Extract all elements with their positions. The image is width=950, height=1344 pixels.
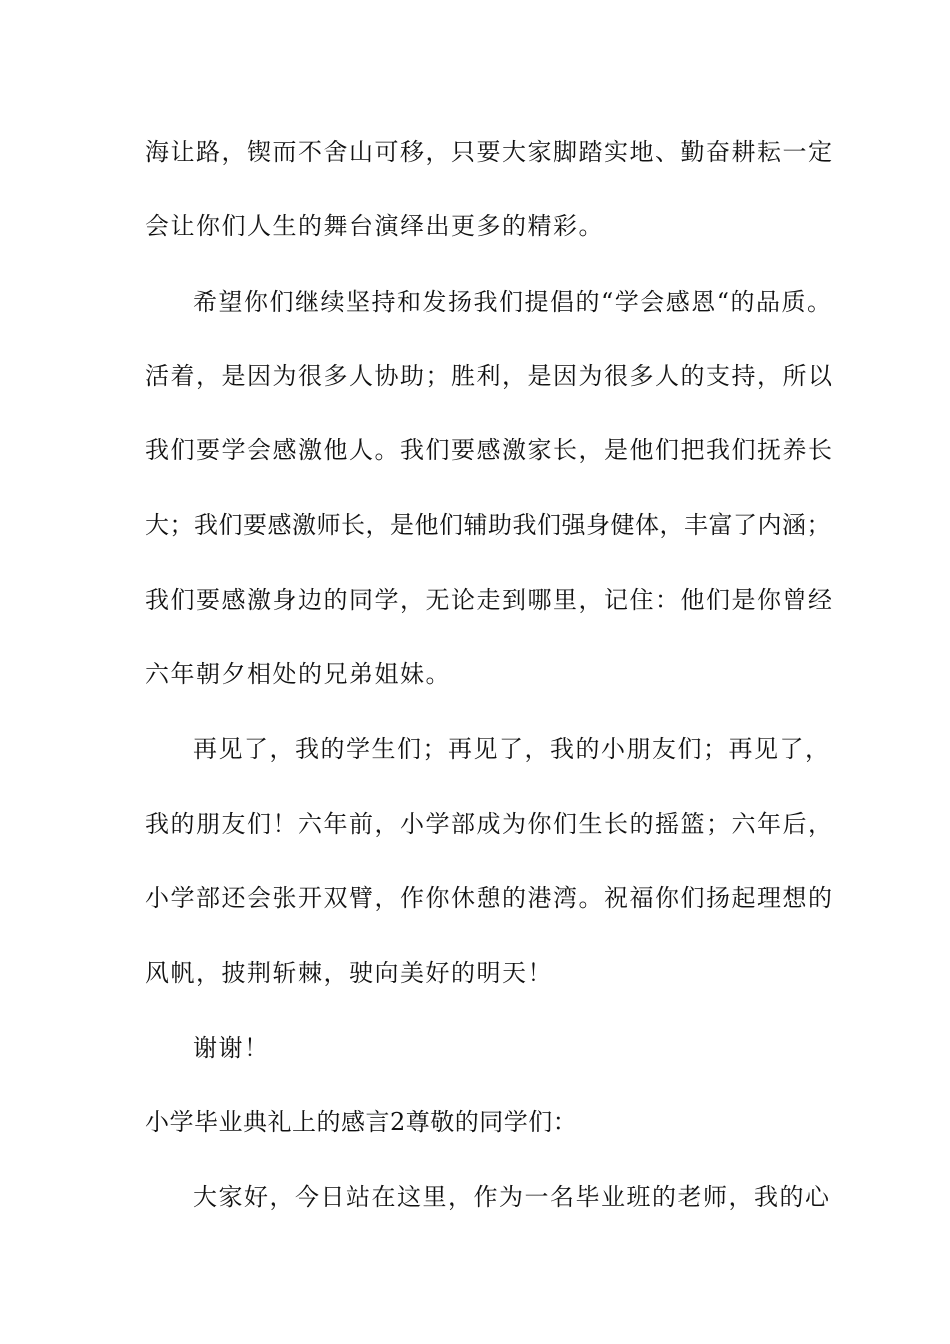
paragraph-line: 大家好，今日站在这里，作为一名毕业班的老师，我的心 <box>193 1183 831 1211</box>
paragraph-line: 会让你们人生的舞台演绎出更多的精彩。 <box>145 212 604 240</box>
paragraph-line: 谢谢！ <box>193 1034 270 1062</box>
paragraph-line: 我们要感激身边的同学，无论走到哪里，记住：他们是你曾经 <box>145 586 834 614</box>
section-heading: 小学毕业典礼上的感言2尊敬的同学们： <box>145 1108 578 1136</box>
paragraph-line: 小学部还会张开双臂，作你休憩的港湾。祝福你们扬起理想的 <box>145 884 834 912</box>
paragraph-line: 我们要学会感激他人。我们要感激家长，是他们把我们抚养长 <box>145 436 834 464</box>
paragraph-line: 希望你们继续坚持和发扬我们提倡的“学会感恩“的品质。 <box>193 288 833 316</box>
paragraph-line: 六年朝夕相处的兄弟姐妹。 <box>145 660 451 688</box>
paragraph-line: 风帆，披荆斩棘，驶向美好的明天！ <box>145 959 553 987</box>
paragraph-line: 海让路，锲而不舍山可移，只要大家脚踏实地、勤奋耕耘一定 <box>145 138 834 166</box>
paragraph-line: 大；我们要感激师长，是他们辅助我们强身健体，丰富了内涵； <box>145 511 831 539</box>
paragraph-line: 活着，是因为很多人协助；胜利，是因为很多人的支持，所以 <box>145 362 834 390</box>
paragraph-line: 我的朋友们！六年前，小学部成为你们生长的摇篮；六年后， <box>145 810 834 838</box>
paragraph-line: 再见了，我的学生们；再见了，我的小朋友们；再见了， <box>193 735 831 763</box>
